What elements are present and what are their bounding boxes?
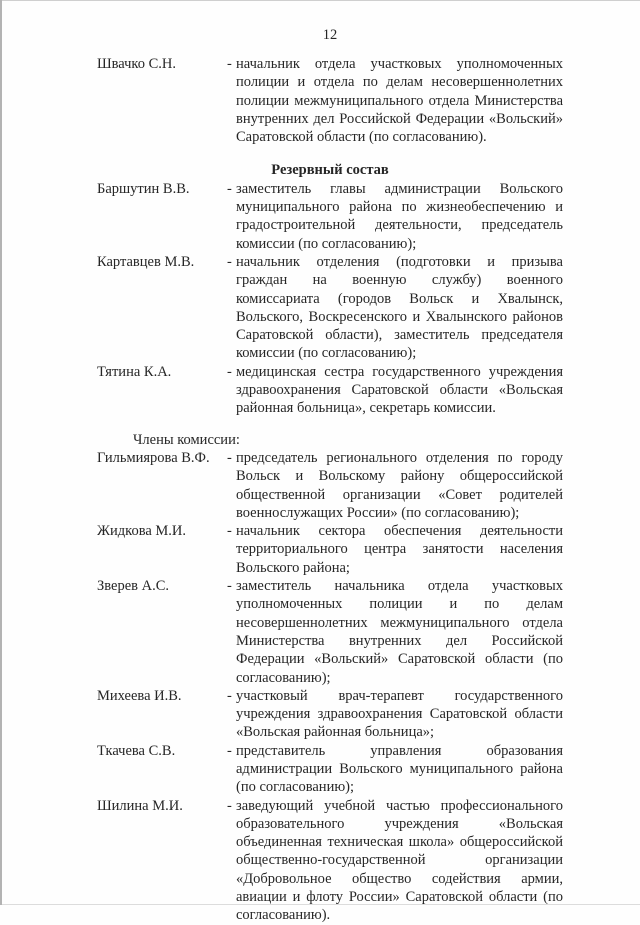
entry-name: Шилина М.И.: [97, 797, 183, 814]
entry-name: Швачко С.Н.: [97, 56, 177, 72]
entry-dash: -: [227, 449, 232, 466]
entry-description: [227, 55, 563, 146]
entry-text: медицинская сестра государственного учреждения здравоохранения Саратовской области «Вольская районная больница», секретарь комиссии.: [236, 363, 563, 417]
entry-text: представитель управления образования администрации Вольского муниципального района (по согласованию);: [236, 742, 563, 796]
document-body: [97, 55, 563, 925]
entry-name: Гильмиярова В.Ф.: [97, 449, 210, 466]
entry-description: [227, 253, 563, 363]
entry-text: председатель регионального отделения по городу Вольск и Вольскому району общероссийской общественной организации «Совет родителей военнослужащих России» (по согласованию);: [236, 449, 563, 521]
entry-text: участковый врач-терапевт государственного учреждения здравоохранения Саратовской области «Вольская районная больница»;: [236, 687, 563, 741]
entry-text: начальник отдела участковых уполномоченных полиции и отдела по делам несовершеннолетних полиции межмуниципального отдела Министерства внутренних дел Российской Федерации «Вольский» Саратовской области (по согласованию).: [236, 56, 563, 146]
entry-dash: -: [227, 56, 232, 72]
entry-name: Тятина К.А.: [97, 363, 172, 380]
entry-name: Жидкова М.И.: [97, 523, 187, 540]
entry-row: [97, 253, 563, 363]
entry-dash: -: [227, 253, 232, 270]
entry-description: [227, 180, 563, 253]
entry-description: [227, 577, 563, 687]
entry-text: заместитель начальника отдела участковых уполномоченных полиции и по делам несовершеннолетних межмуниципального отдела Министерства внутренних дел Российской Федерации «Вольский» Саратовской области (по согласованию);: [236, 578, 563, 686]
entry-row: [97, 449, 563, 522]
entry-row: [97, 742, 563, 797]
entry-row: [97, 577, 563, 687]
entry-name: Ткачева С.В.: [97, 742, 176, 759]
entry-dash: -: [227, 578, 232, 595]
entry-name: Картавцев М.В.: [97, 253, 195, 270]
entry-dash: -: [227, 797, 232, 814]
entry-name: Баршутин В.В.: [97, 180, 190, 197]
entry-row: [97, 797, 563, 925]
section-heading: Резервный состав: [271, 162, 389, 179]
entry-dash: -: [227, 180, 232, 197]
entry-description: [227, 797, 563, 925]
entry-dash: -: [227, 687, 232, 704]
entry-name: Михеева И.В.: [97, 687, 182, 704]
entry-row: [97, 180, 563, 253]
entry-text: начальник сектора обеспечения деятельности территориального центра занятости населения Вольского района;: [236, 523, 563, 576]
entry-text: заместитель главы администрации Вольского муниципального района по жизнеобеспечению и градостроительной деятельности, председатель комиссии (по согласованию);: [236, 180, 563, 252]
entry-row: [97, 55, 563, 146]
entry-row: [97, 522, 563, 577]
entry-row: [97, 687, 563, 742]
entry-description: [227, 449, 563, 522]
entry-description: [227, 522, 563, 577]
entry-text: начальник отделения (подготовки и призыва граждан на военную службу) военного комиссариата (городов Вольск и Хвалынск, Вольского, Воскресенского и Хвалынского районов Саратовской области), заместитель председателя комиссии (по согласованию);: [236, 253, 563, 362]
entry-text: заведующий учебной частью профессионального образовательного учреждения «Вольская объединенная техническая школа» общероссийской общественно-государственной организации «Добровольное общество содействия армии, авиации и флоту России» Саратовской области (по согласованию).: [236, 797, 563, 924]
entry-dash: -: [227, 742, 232, 759]
entry-description: [227, 742, 563, 797]
entry-description: [227, 687, 563, 742]
page-content: [97, 26, 563, 925]
entry-dash: -: [227, 363, 232, 380]
entry-dash: -: [227, 523, 232, 540]
entry-name: Зверев А.С.: [97, 578, 170, 595]
entry-description: [227, 363, 563, 418]
page-number: 12: [322, 27, 338, 43]
members-label: Члены комиссии:: [133, 431, 240, 448]
entry-row: [97, 363, 563, 418]
